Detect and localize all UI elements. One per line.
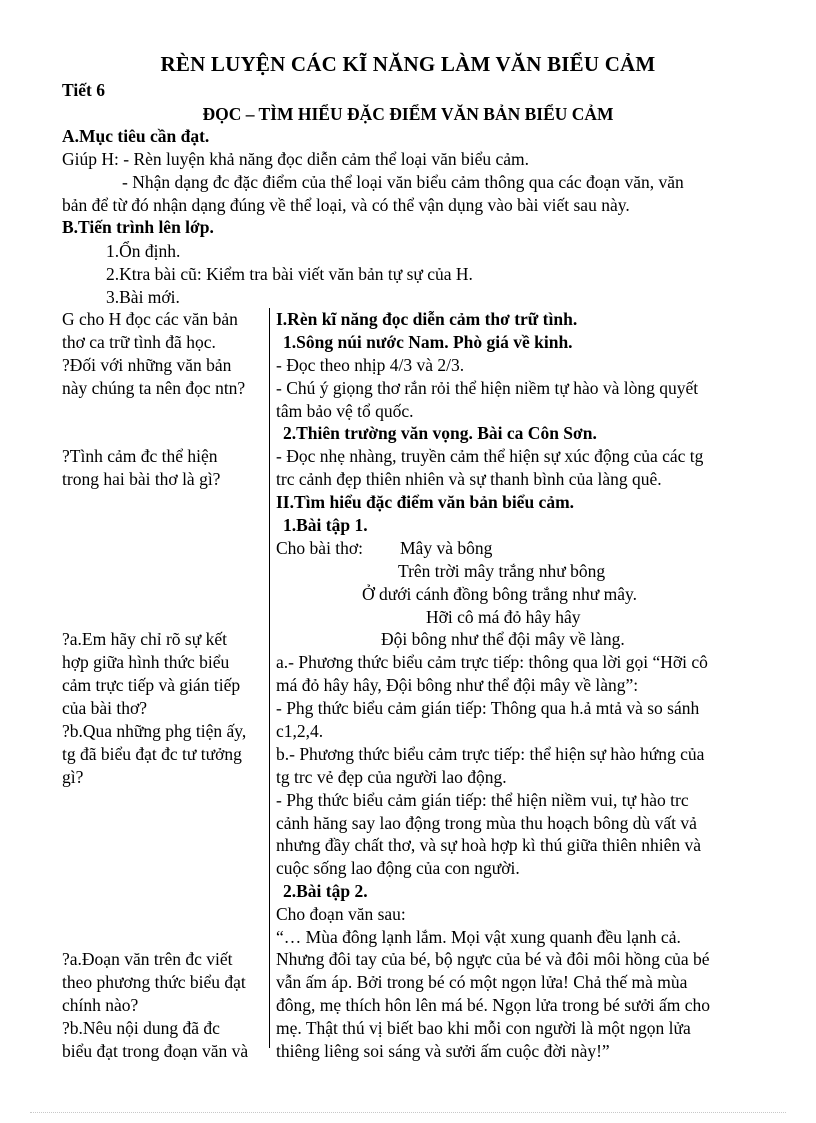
left-question-line: ?b.Nêu nội dung đã đc	[62, 1018, 220, 1038]
poem-title: Mây và bông	[400, 538, 493, 558]
column-divider	[269, 308, 270, 1048]
section-a-line: Giúp H: - Rèn luyện khả năng đọc diễn cảm thể loại văn biểu cảm.	[62, 149, 530, 169]
item1-line: tâm bảo vệ tổ quốc.	[276, 401, 414, 421]
exercise1-answer-line: c1,2,4.	[276, 721, 324, 741]
left-question-line: ?Đối với những văn bản	[62, 355, 232, 375]
exercise2-heading: 2.Bài tập 2.	[283, 881, 368, 901]
exercise1-answer-line: cuộc sống lao động của con người.	[276, 858, 520, 878]
exercise1-answer-line: nhưng đầy chất thơ, và sự hoà hợp kì thú giữa thiên nhiên và	[276, 835, 702, 855]
section-a-line: - Nhận dạng đc đặc điểm của thể loại văn biểu cảm thông qua các đoạn văn, văn	[122, 172, 684, 192]
section-I-heading: I.Rèn kĩ năng đọc diễn cảm thơ trữ tình.	[276, 309, 578, 329]
left-question-line: ?a.Em hãy chỉ rõ sự kết	[62, 629, 227, 649]
exercise1-answer-line: cảnh hăng say lao động trong mùa thu hoạch bông dù vất vả	[276, 813, 697, 833]
left-question-line: G cho H đọc các văn bản	[62, 309, 238, 329]
page-title: RÈN LUYỆN CÁC KĨ NĂNG LÀM VĂN BIỂU CẢM	[160, 52, 656, 76]
section-a-line: bản để từ đó nhận dạng đúng về thể loại, và có thể vận dụng vào bài viết sau này.	[62, 195, 630, 215]
item1-line: - Chú ý giọng thơ rắn rỏi thể hiện niềm tự hào và lòng quyết	[276, 378, 699, 398]
left-question-line: tg đã biểu đạt đc tư tưởng	[62, 744, 242, 764]
page-footer-rule	[30, 1112, 786, 1113]
section-b-step: 1.Ổn định.	[106, 241, 181, 261]
poem-line: Trên trời mây trắng như bông	[398, 561, 606, 581]
item1-line: - Đọc theo nhịp 4/3 và 2/3.	[276, 355, 465, 375]
left-question-line: theo phương thức biểu đạt	[62, 972, 246, 992]
section-II-heading: II.Tìm hiểu đặc điểm văn bản biểu cảm.	[276, 492, 575, 512]
exercise1-answer-line: b.- Phương thức biểu cảm trực tiếp: thể hiện sự hào hứng của	[276, 744, 705, 764]
page-subtitle: ĐỌC – TÌM HIỂU ĐẶC ĐIỂM VĂN BẢN BIỂU CẢM	[202, 104, 614, 124]
exercise1-answer-line: tg trc vẻ đẹp của người lao động.	[276, 767, 507, 787]
section-b-step: 3.Bài mới.	[106, 287, 180, 307]
exercise2-quote-line: mẹ. Thật thú vị biết bao khi mỗi con người là một ngọn lửa	[276, 1018, 691, 1038]
section-a-heading: A.Mục tiêu cần đạt.	[62, 126, 210, 146]
poem-line: Ở dưới cánh đồng bông trắng như mây.	[362, 584, 637, 604]
exercise1-answer-line: a.- Phương thức biểu cảm trực tiếp: thông qua lời gọi “Hỡi cô	[276, 652, 708, 672]
left-question-line: này chúng ta nên đọc ntn?	[62, 378, 246, 398]
left-question-line: cảm trực tiếp và gián tiếp	[62, 675, 241, 695]
left-question-line: trong hai bài thơ là gì?	[62, 469, 221, 489]
poem-line: Đội bông như thể đội mây về làng.	[381, 629, 625, 649]
exercise1-intro: Cho bài thơ:	[276, 538, 364, 558]
left-question-line: ?Tình cảm đc thể hiện	[62, 446, 218, 466]
lesson-label: Tiết 6	[62, 80, 105, 100]
exercise1-heading: 1.Bài tập 1.	[283, 515, 368, 535]
exercise1-answer-line: - Phg thức biểu cảm gián tiếp: Thông qua h.ả mtả và so sánh	[276, 698, 700, 718]
left-question-line: chính nào?	[62, 995, 139, 1015]
exercise1-answer-line: má đỏ hây hây, Đội bông như thể đội mây về làng”:	[276, 675, 639, 695]
exercise2-intro: Cho đoạn văn sau:	[276, 904, 406, 924]
item2-line: - Đọc nhẹ nhàng, truyền cảm thể hiện sự xúc động của các tg	[276, 446, 704, 466]
section-b-step: 2.Ktra bài cũ: Kiểm tra bài viết văn bản tự sự của H.	[106, 264, 473, 284]
left-question-line: ?a.Đoạn văn trên đc viết	[62, 949, 233, 969]
poem-line: Hỡi cô má đỏ hây hây	[426, 607, 581, 627]
item1-heading: 1.Sông núi nước Nam. Phò giá về kinh.	[283, 332, 573, 352]
exercise2-quote-line: thiêng liêng soi sáng và sưởi ấm cuộc đời này!”	[276, 1041, 610, 1061]
left-question-line: của bài thơ?	[62, 698, 148, 718]
exercise2-quote-line: vẫn ấm áp. Bởi trong bé có một ngọn lửa! Chả thế mà mùa	[276, 972, 688, 992]
exercise2-quote-line: đông, mẹ thích hôn lên má bé. Ngọn lửa trong bé sưởi ấm cho	[276, 995, 711, 1015]
exercise1-answer-line: - Phg thức biểu cảm gián tiếp: thể hiện niềm vui, tự hào trc	[276, 790, 689, 810]
left-question-line: thơ ca trữ tình đã học.	[62, 332, 216, 352]
exercise2-quote-line: “… Mùa đông lạnh lắm. Mọi vật xung quanh đều lạnh cả.	[276, 927, 681, 947]
left-question-line: hợp giữa hình thức biểu	[62, 652, 230, 672]
left-question-line: gì?	[62, 767, 84, 787]
item2-line: trc cảnh đẹp thiên nhiên và sự thanh bình của làng quê.	[276, 469, 662, 489]
left-question-line: ?b.Qua những phg tiện ấy,	[62, 721, 247, 741]
left-question-line: biểu đạt trong đoạn văn và	[62, 1041, 249, 1061]
section-b-heading: B.Tiến trình lên lớp.	[62, 217, 214, 237]
item2-heading: 2.Thiên trường văn vọng. Bài ca Côn Sơn.	[283, 423, 597, 443]
exercise2-quote-line: Nhưng đôi tay của bé, bộ ngực của bé và đôi môi hồng của bé	[276, 949, 710, 969]
